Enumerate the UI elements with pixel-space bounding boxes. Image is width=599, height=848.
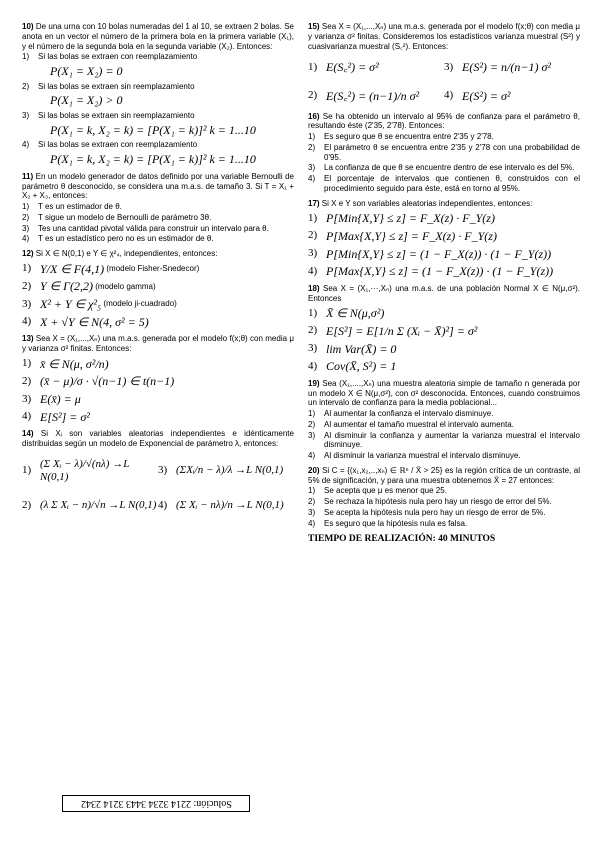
- question-18-statement: 18) Sea X = (X₁,···,Xₙ) una m.a.s. de una población Normal X ∈ N(μ,σ²). Entonces: [308, 283, 580, 303]
- question-20-statement: 20) Si C = {(x₁,x₂,..,xₙ) ∈ ℝⁿ / X̄ > 25} es la región crítica de un contraste, al 5% de significación, y para una muestra obtenemos X̄ = 27 entonces:: [308, 465, 580, 485]
- option-2: 2) Y ∈ Γ(2,2) (modelo gamma): [22, 279, 156, 294]
- option-4: 4) (Σ Xᵢ − nλ)/n →L N(0,1): [158, 498, 284, 511]
- option-3: 3) P[Min{X,Y} ≤ z] = (1 − F_X(z)) · (1 − F_Y(z)): [308, 246, 552, 261]
- options-row-b: [22, 496, 294, 515]
- solution-text: Solución: 2214 3234 3443 3214 2342: [80, 798, 232, 809]
- option-3: 3) E(S²) = n/(n−1) σ²: [444, 60, 551, 75]
- option-1: 1) Es seguro que θ se encuentra entre 2'35 y 2'78.: [308, 132, 494, 141]
- option-3: 3) Si las bolas se extraen sin reemplazamiento: [22, 111, 195, 120]
- question-14-statement: 14) Si Xᵢ son variables aleatorias independientes e idénticamente distribuidas según un modelo de Exponencial de parámetro λ, entonces:: [22, 429, 294, 448]
- option-3: 3) X² + Y ∈ χ²₅ (modelo ji-cuadrado): [22, 297, 177, 311]
- question-16-statement: 16) Se ha obtenido un intervalo al 95% de confianza para el parámetro θ, resultando éste (2'35, 2'78). Entonces:: [308, 111, 580, 131]
- question-12: [22, 249, 294, 329]
- option-4: 4) Es seguro que la hipótesis nula es falsa.: [308, 518, 468, 528]
- option-4: 4) Cov(X̄, S²) = 1: [308, 359, 397, 374]
- question-16: [308, 112, 580, 194]
- option-2: 2) Al aumentar el tamaño muestral el intervalo aumenta.: [308, 419, 514, 429]
- option-1: 1) (Σ Xᵢ − λ)/√(nλ) →L N(0,1): [22, 457, 130, 484]
- option-3: 3) La confianza de que θ se encuentre dentro de ese intervalo es del 5%.: [308, 163, 575, 173]
- option-4: 4) Si las bolas se extraen con reemplazamiento: [22, 140, 198, 150]
- question-19-statement: 19) Sea (X₁,....,Xₙ) una muestra aleatoria simple de tamaño n generada por un modelo X ∈ N(μ,σ²), con σ² desconocida. Entonces, cuando construimos un intervalo de confianza para la media poblacional...: [308, 378, 580, 408]
- formula: P(X₁ = k, X₂ = k) = [P(X₁ = k)]² k = 1...10: [50, 152, 256, 167]
- question-17-statement: 17) Si X e Y son variables aleatorias independientes, entonces:: [308, 198, 533, 208]
- option-2: 2) T sigue un modelo de Bernoulli de parámetro 3θ.: [22, 212, 212, 222]
- option-2: 2) (x̄ − μ)/σ · √(n−1) ∈ t(n−1): [22, 374, 175, 389]
- option-2: 2) (λ Σ Xᵢ − n)/√n →L N(0,1): [22, 498, 157, 511]
- question-18: [308, 284, 580, 374]
- option-1: 1) Al aumentar la confianza el intervalo disminuye.: [308, 409, 494, 418]
- question-13: [22, 334, 294, 424]
- options-row-b: [308, 86, 580, 107]
- option-3: 3) Se acepta la hipótesis nula pero hay un riesgo de error de 5%.: [308, 507, 546, 517]
- option-1: 1) P[Min{X,Y} ≤ z] = F_X(z) · F_Y(z): [308, 211, 495, 226]
- question-11: [22, 172, 294, 244]
- option-1: 1) Y/X ∈ F(4,1) (modelo Fisher-Snedecor): [22, 261, 200, 276]
- question-10: [22, 22, 294, 167]
- question-17: [308, 199, 580, 279]
- option-2: 2) El parámetro θ se encuentra entre 2'35 y 2'78 con una probabilidad de 0'95.: [308, 142, 580, 162]
- option-3: 3) Al disminuir la confianza y aumentar la varianza muestral el intervalo disminuye.: [308, 430, 580, 450]
- options-row-a: [22, 455, 294, 488]
- question-15-statement: 15) Sea X = (X₁,...,Xₙ) una m.a.s. generada por el modelo f(x;θ) con media μ y varianza σ² finitas. Consideremos los estadísticos varianza muestral (S²) y cuasivarianza muestral (S꜀²). Entonces:: [308, 22, 580, 51]
- option-4: 4) T es un estadístico pero no es un estimador de θ.: [22, 234, 214, 244]
- option-2: 2) Se rechaza la hipótesis nula pero hay un riesgo de error del 5%.: [308, 497, 552, 506]
- time-limit-footer: TIEMPO DE REALIZACIÓN: 40 MINUTOS: [308, 534, 496, 545]
- left-column: [22, 22, 294, 520]
- formula: P(X₁ = X₂) > 0: [50, 93, 123, 108]
- option-4: 4) El porcentaje de intervalos que contienen θ, construidos con el procedimiento seguido para éste, está en torno al 95%.: [308, 174, 580, 193]
- formula: P(X₁ = X₂) = 0: [50, 64, 123, 78]
- question-text: De una urna con 10 bolas numeradas del 1 al 10, se extraen 2 bolas. Se anota en un vector el número de la primera bola en la primera variable (X₁), y el número de la segunda bola en la segunda variable (X₂). Entonces:: [22, 22, 294, 51]
- option-1: 1) Se acepta que μ es menor que 25.: [308, 486, 447, 496]
- option-1: 1) Si las bolas se extraen con reemplazamiento: [22, 52, 198, 62]
- option-3: 3) E(x̄) = μ: [22, 392, 81, 406]
- option-4: 4) Al disminuir la varianza muestral el intervalo disminuye.: [308, 451, 521, 460]
- option-4: 4) E(S²) = σ²: [444, 88, 511, 103]
- option-3: 3) Tes una cantidad pivotal válida para construir un intervalo para θ.: [22, 223, 269, 233]
- option-4: 4) P[Max{X,Y} ≤ z] = (1 − F_X(z)) · (1 − F_Y(z)): [308, 264, 554, 279]
- question-20: [308, 466, 580, 529]
- question-11-statement: 11) En un modelo generador de datos definido por una variable Bernoulli de parámetro θ desconocido, se considera una m.a.s. de tamaño 3. Si T = X₁ + X₂ + X₃, entonces:: [22, 171, 294, 201]
- option-2: 2) E(S꜀²) = (n−1)/n σ²: [308, 88, 420, 103]
- options-row-a: [308, 57, 580, 78]
- question-19: [308, 379, 580, 461]
- question-number: 10): [22, 22, 34, 31]
- question-13-statement: 13) Sea X = (X₁,...,Xₙ) una m.a.s. generada por el modelo f(x;θ) con media μ y varianza σ² finitas. Entonces:: [22, 334, 294, 353]
- solution-box: [62, 795, 250, 812]
- question-15: [308, 22, 580, 107]
- option-1: 1) x̄ ∈ N(μ, σ²/n): [22, 356, 109, 371]
- option-2: 2) P[Max{X,Y} ≤ z] = F_X(z) · F_Y(z): [308, 228, 497, 243]
- option-3: 3) (ΣXᵢ/n − λ)/λ →L N(0,1): [158, 464, 284, 477]
- right-column: [308, 22, 580, 546]
- option-2: 2) E[S²] = E[1/n Σ (Xᵢ − X̄)²] = σ²: [308, 323, 478, 338]
- option-4: 4) X + √Y ∈ N(4, σ² = 5): [22, 314, 149, 329]
- question-10-statement: [22, 22, 294, 51]
- option-1: 1) E(S꜀²) = σ²: [308, 60, 379, 75]
- formula: P(X₁ = k, X₂ = k) = [P(X₁ = k)]² k = 1...10: [50, 122, 256, 137]
- option-2: 2) Si las bolas se extraen sin reemplazamiento: [22, 81, 195, 91]
- option-4: 4) E[S²] = σ²: [22, 409, 90, 424]
- option-3: 3) lim Var(X̄) = 0: [308, 341, 397, 356]
- option-1: 1) X̄ ∈ N(μ,σ²): [308, 306, 385, 321]
- question-12-statement: 12) Si X ∈ N(0,1) e Y ∈ χ²₄, independientes, entonces:: [22, 249, 218, 258]
- question-14: [22, 429, 294, 515]
- option-1: 1) T es un estimador de θ.: [22, 202, 122, 211]
